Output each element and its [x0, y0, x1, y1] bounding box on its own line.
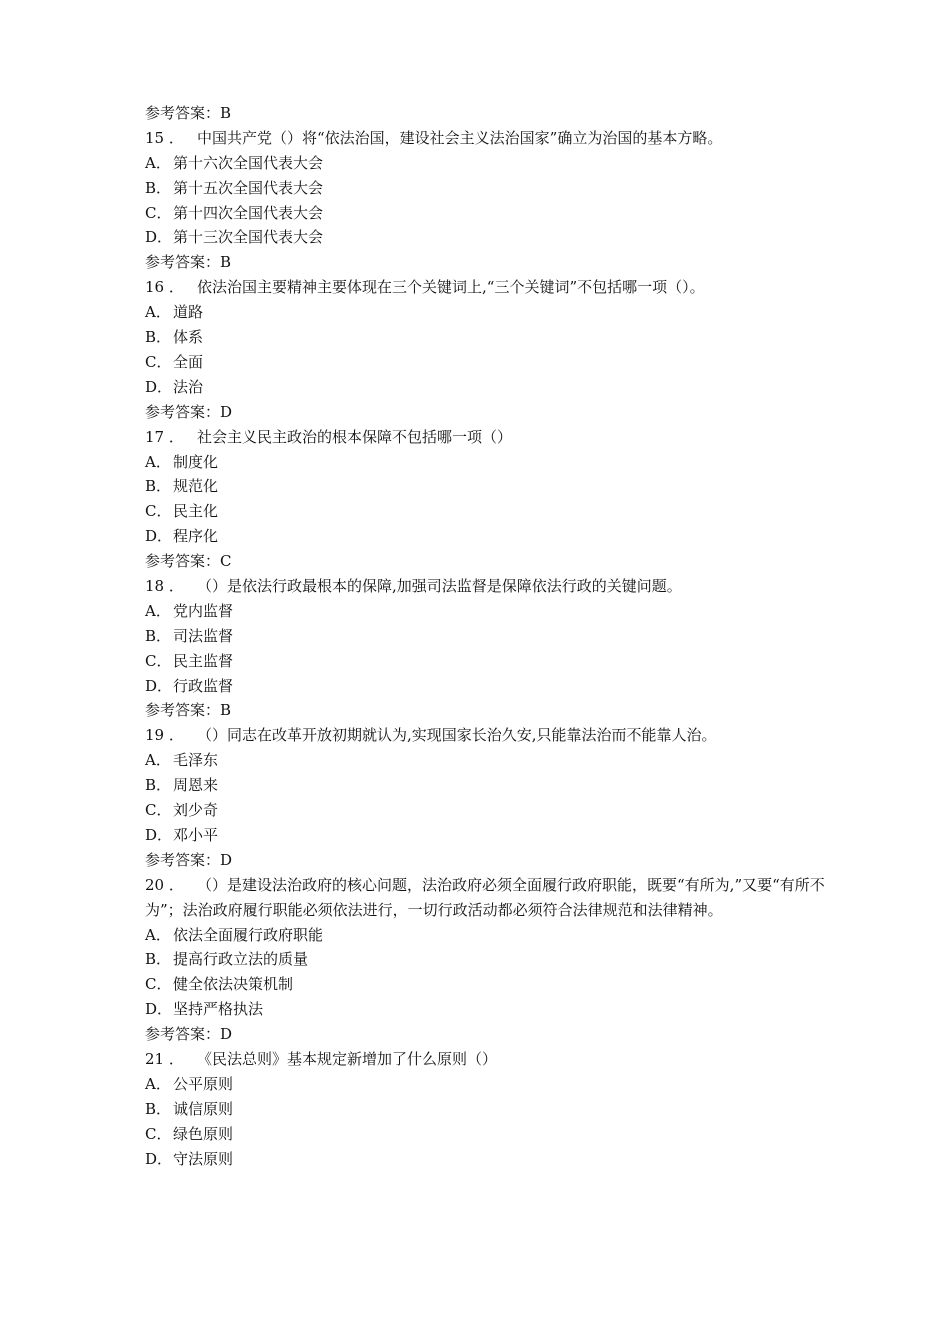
question-text: 社会主义民主政治的根本保障不包括哪一项（） [197, 427, 513, 446]
option-text: 邓小平 [173, 825, 219, 844]
option-letter: D． [145, 377, 173, 396]
option-line [145, 748, 825, 773]
option-letter: A． [145, 1074, 171, 1093]
option-text: 诚信原则 [173, 1099, 234, 1118]
option-text: 制度化 [173, 452, 219, 471]
option-text: 党内监督 [173, 601, 234, 620]
option-letter: C． [145, 651, 172, 670]
question-number: 15 ． [145, 128, 184, 147]
option-text: 第十三次全国代表大会 [173, 228, 324, 247]
question-stem [145, 873, 825, 923]
answer-value: B [220, 104, 232, 122]
answer-value: D [220, 1025, 233, 1044]
answer-label: 参考答案： [145, 701, 221, 720]
option-letter: A． [145, 153, 171, 172]
option-line [145, 524, 825, 549]
option-letter: D． [145, 228, 173, 247]
question-text: （）是依法行政最根本的保障,加强司法监督是保障依法行政的关键问题。 [197, 576, 682, 595]
option-line [145, 225, 825, 250]
question-text: （）是建设法治政府的核心问题，法治政府必须全面履行政府职能，既要“有所为,”又要“有所不为”；法治政府履行职能必须依法进行，一切行政活动都必须符合法律规范和法律精神。 [145, 875, 825, 919]
option-letter: A． [145, 601, 171, 620]
option-letter: C． [145, 1124, 172, 1143]
option-letter: B． [145, 950, 172, 969]
question-number: 17 ． [145, 427, 184, 446]
option-letter: B． [145, 776, 172, 795]
option-line [145, 176, 825, 201]
option-line [145, 773, 825, 798]
question-text: 依法治国主要精神主要体现在三个关键词上,“三个关键词”不包括哪一项（）。 [197, 278, 705, 297]
question-text: （）同志在改革开放初期就认为,实现国家长治久安,只能靠法治而不能靠人治。 [197, 726, 717, 745]
question-stem [145, 574, 825, 599]
option-line [145, 947, 825, 972]
answer-line [145, 400, 825, 425]
option-text: 毛泽东 [173, 751, 219, 770]
answer-value: D [220, 402, 233, 421]
option-line [145, 499, 825, 524]
answer-line [145, 250, 825, 275]
option-line [145, 1147, 825, 1172]
option-letter: D． [145, 1000, 173, 1019]
question-number: 19 ． [145, 726, 184, 745]
option-letter: C． [145, 502, 172, 521]
option-text: 公平原则 [173, 1074, 234, 1093]
option-line [145, 674, 825, 699]
option-line [145, 474, 825, 499]
option-line [145, 923, 825, 948]
question-number: 18 ． [145, 576, 184, 595]
answer-value: D [220, 850, 233, 869]
option-text: 第十五次全国代表大会 [173, 178, 324, 197]
option-line [145, 823, 825, 848]
option-line [145, 1072, 825, 1097]
question-stem [145, 723, 825, 748]
option-letter: D． [145, 1149, 173, 1168]
option-line [145, 649, 825, 674]
option-line [145, 599, 825, 624]
question-list [145, 101, 825, 1171]
option-line [145, 325, 825, 350]
option-letter: D． [145, 527, 173, 546]
question-number: 16 ． [145, 278, 184, 297]
option-letter: B． [145, 178, 172, 197]
option-text: 提高行政立法的质量 [173, 950, 309, 969]
answer-label: 参考答案： [145, 1025, 221, 1044]
answer-line [145, 549, 825, 574]
option-line [145, 798, 825, 823]
question-stem [145, 425, 825, 450]
option-text: 守法原则 [173, 1149, 234, 1168]
option-text: 民主监督 [173, 651, 234, 670]
option-text: 坚持严格执法 [173, 1000, 264, 1019]
question-stem [145, 275, 825, 300]
option-text: 依法全面履行政府职能 [173, 925, 324, 944]
option-text: 程序化 [173, 527, 219, 546]
option-text: 全面 [173, 352, 204, 371]
answer-label: 参考答案： [145, 253, 221, 272]
option-letter: B． [145, 626, 172, 645]
option-text: 第十六次全国代表大会 [173, 153, 324, 172]
option-letter: A． [145, 751, 171, 770]
answer-line [145, 698, 825, 723]
option-line [145, 201, 825, 226]
option-line [145, 1122, 825, 1147]
answer-value: B [220, 701, 232, 720]
option-letter: D． [145, 825, 173, 844]
option-text: 民主化 [173, 502, 219, 521]
answer-line [145, 848, 825, 873]
option-text: 行政监督 [173, 676, 234, 695]
option-letter: C． [145, 203, 172, 222]
option-line [145, 375, 825, 400]
question-stem [145, 1047, 825, 1072]
option-text: 体系 [173, 328, 204, 347]
option-letter: A． [145, 303, 171, 322]
question-number: 21 ． [145, 1049, 184, 1068]
option-letter: B． [145, 1099, 172, 1118]
option-text: 法治 [173, 377, 204, 396]
option-line [145, 151, 825, 176]
option-text: 司法监督 [173, 626, 234, 645]
option-letter: D． [145, 676, 173, 695]
option-text: 第十四次全国代表大会 [173, 203, 324, 222]
option-letter: B． [145, 328, 172, 347]
option-letter: A． [145, 925, 171, 944]
answer-value: C [220, 552, 232, 571]
answer-label: 参考答案： [145, 104, 221, 122]
option-letter: B． [145, 477, 172, 496]
option-letter: C． [145, 975, 172, 994]
option-text: 道路 [173, 303, 204, 322]
answer-label: 参考答案： [145, 850, 221, 869]
option-line [145, 997, 825, 1022]
question-text: 中国共产党（）将“依法治国，建设社会主义法治国家”确立为治国的基本方略。 [197, 128, 723, 147]
option-text: 绿色原则 [173, 1124, 234, 1143]
option-letter: C． [145, 801, 172, 820]
option-letter: A． [145, 452, 171, 471]
option-line [145, 972, 825, 997]
option-line [145, 300, 825, 325]
answer-value: B [220, 253, 232, 272]
answer-label: 参考答案： [145, 552, 221, 571]
option-text: 刘少奇 [173, 801, 219, 820]
option-line [145, 1097, 825, 1122]
answer-line [145, 101, 825, 126]
question-text: 《民法总则》基本规定新增加了什么原则（） [197, 1049, 498, 1068]
option-text: 周恩来 [173, 776, 219, 795]
option-line [145, 624, 825, 649]
answer-label: 参考答案： [145, 402, 221, 421]
option-text: 健全依法决策机制 [173, 975, 294, 994]
option-line [145, 450, 825, 475]
question-stem [145, 126, 825, 151]
option-line [145, 350, 825, 375]
option-letter: C． [145, 352, 172, 371]
option-text: 规范化 [173, 477, 219, 496]
answer-line [145, 1022, 825, 1047]
question-number: 20 ． [145, 875, 184, 894]
